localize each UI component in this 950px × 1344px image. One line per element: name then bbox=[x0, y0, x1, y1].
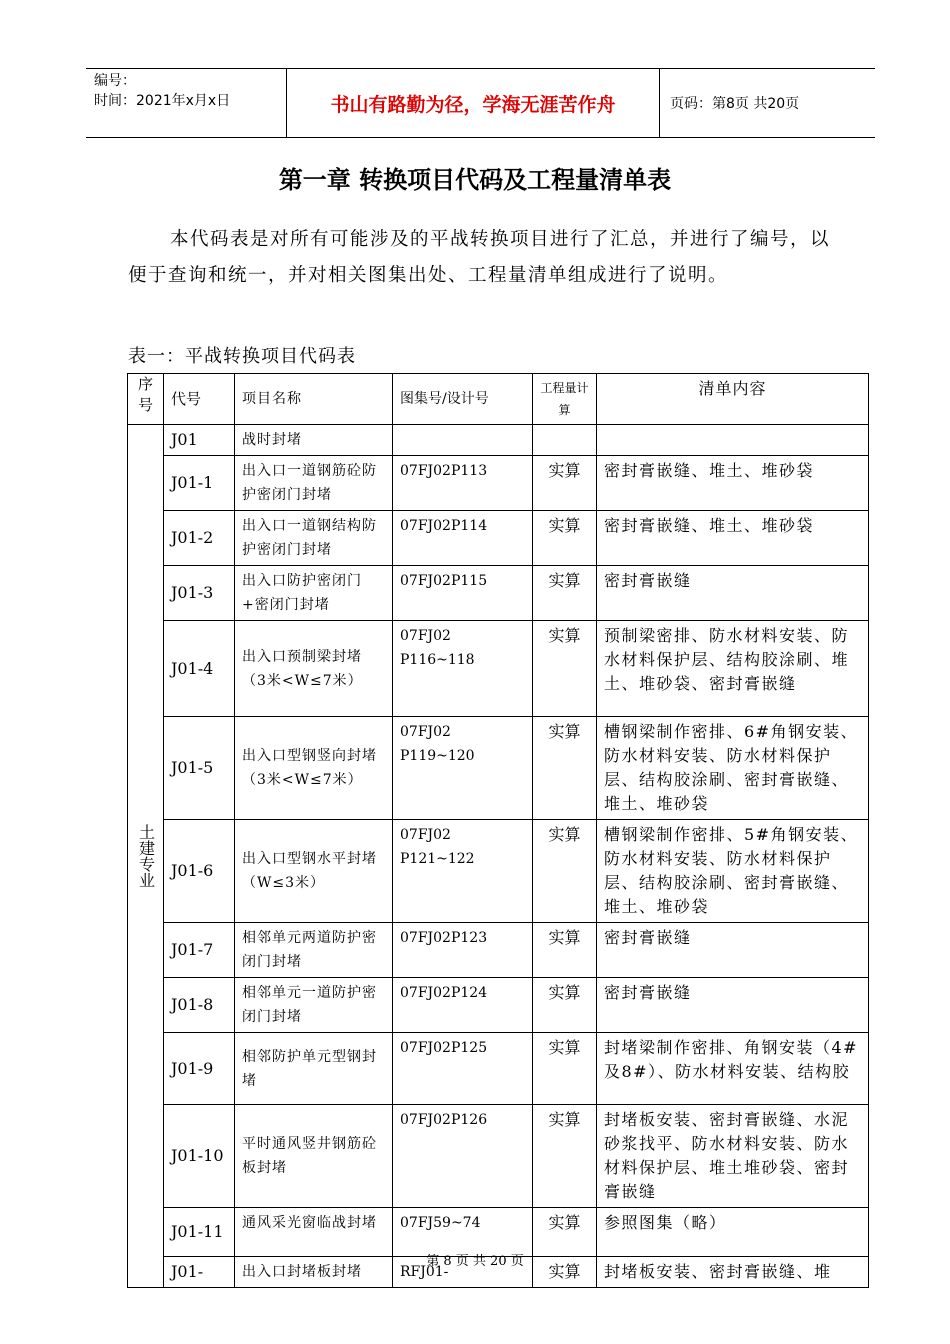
atlas-cell: 07FJ59~74 bbox=[393, 1208, 533, 1257]
table-row bbox=[128, 1105, 869, 1208]
calc-cell: 实算 bbox=[533, 978, 597, 1033]
code-cell: J01-1 bbox=[164, 456, 235, 511]
table-row bbox=[128, 511, 869, 566]
code-cell: J01- bbox=[164, 1257, 235, 1288]
table-caption: 表一：平战转换项目代码表 bbox=[128, 346, 356, 367]
table-row bbox=[128, 621, 869, 717]
calc-cell: 实算 bbox=[533, 511, 597, 566]
header-content: 清单内容 bbox=[597, 374, 869, 425]
atlas-cell: 07FJ02P115 bbox=[393, 566, 533, 621]
name-cell: 通风采光窗临战封堵 bbox=[235, 1208, 393, 1257]
atlas-cell: 07FJ02P125 bbox=[393, 1033, 533, 1105]
atlas-cell bbox=[393, 425, 533, 456]
name-cell: 出入口预制梁封堵（3米<W≤7米） bbox=[235, 621, 393, 717]
code-cell: J01-5 bbox=[164, 717, 235, 820]
code-cell: J01-11 bbox=[164, 1208, 235, 1257]
table-row bbox=[128, 978, 869, 1033]
atlas-cell: 07FJ02 P119~120 bbox=[393, 717, 533, 820]
header-calc: 工程量计算 bbox=[533, 374, 597, 425]
content-cell: 密封膏嵌缝 bbox=[597, 978, 869, 1033]
code-cell: J01-3 bbox=[164, 566, 235, 621]
header-name: 项目名称 bbox=[235, 374, 393, 425]
content-cell: 封堵梁制作密排、角钢安装（4#及8#）、防水材料安装、结构胶 bbox=[597, 1033, 869, 1105]
number-label: 编号： bbox=[94, 73, 136, 89]
atlas-cell: 07FJ02P123 bbox=[393, 923, 533, 978]
table-row bbox=[128, 566, 869, 621]
name-cell: 出入口防护密闭门+密闭门封堵 bbox=[235, 566, 393, 621]
table-header-row bbox=[128, 374, 869, 425]
page-header bbox=[86, 68, 875, 138]
calc-cell: 实算 bbox=[533, 1105, 597, 1208]
content-cell: 封堵板安装、密封膏嵌缝、堆 bbox=[597, 1257, 869, 1288]
time-label: 时间：2021年x月x日 bbox=[94, 93, 231, 109]
table-row bbox=[128, 923, 869, 978]
content-cell: 密封膏嵌缝、堆土、堆砂袋 bbox=[597, 511, 869, 566]
calc-cell: 实算 bbox=[533, 566, 597, 621]
atlas-cell: 07FJ02P113 bbox=[393, 456, 533, 511]
calc-cell: 实算 bbox=[533, 456, 597, 511]
header-seq: 序号 bbox=[128, 374, 164, 425]
content-cell: 预制梁密排、防水材料安装、防水材料保护层、结构胶涂刷、堆土、堆砂袋、密封膏嵌缝 bbox=[597, 621, 869, 717]
header-code: 代号 bbox=[164, 374, 235, 425]
code-cell: J01-8 bbox=[164, 978, 235, 1033]
header-meta bbox=[86, 69, 286, 137]
page-footer: 第 8 页 共 20 页 bbox=[426, 1254, 524, 1269]
code-cell: J01 bbox=[164, 425, 235, 456]
content-cell: 密封膏嵌缝 bbox=[597, 566, 869, 621]
code-cell: J01-9 bbox=[164, 1033, 235, 1105]
atlas-cell: 07FJ02P126 bbox=[393, 1105, 533, 1208]
atlas-cell: 07FJ02P124 bbox=[393, 978, 533, 1033]
table-row bbox=[128, 456, 869, 511]
table-row bbox=[128, 820, 869, 923]
content-cell: 槽钢梁制作密排、6#角钢安装、防水材料安装、防水材料保护层、结构胶涂刷、密封膏嵌缝、堆土、堆砂袋 bbox=[597, 717, 869, 820]
atlas-cell: 07FJ02 P116~118 bbox=[393, 621, 533, 717]
calc-cell bbox=[533, 425, 597, 456]
table-row bbox=[128, 1033, 869, 1105]
header-page-label: 页码：第8页 共20页 bbox=[670, 96, 800, 112]
name-cell: 出入口一道钢筋砼防护密闭门封堵 bbox=[235, 456, 393, 511]
content-cell: 槽钢梁制作密排、5#角钢安装、防水材料安装、防水材料保护层、结构胶涂刷、密封膏嵌缝、堆土、堆砂袋 bbox=[597, 820, 869, 923]
name-cell: 出入口封堵板封堵 bbox=[235, 1257, 393, 1288]
code-cell: J01-6 bbox=[164, 820, 235, 923]
content-cell: 封堵板安装、密封膏嵌缝、水泥砂浆找平、防水材料安装、防水材料保护层、堆土堆砂袋、密封膏嵌缝 bbox=[597, 1105, 869, 1208]
code-cell: J01-7 bbox=[164, 923, 235, 978]
code-table bbox=[127, 373, 869, 1288]
code-cell: J01-4 bbox=[164, 621, 235, 717]
code-cell: J01-10 bbox=[164, 1105, 235, 1208]
atlas-cell: 07FJ02 P121~122 bbox=[393, 820, 533, 923]
content-cell: 密封膏嵌缝 bbox=[597, 923, 869, 978]
table-row bbox=[128, 717, 869, 820]
name-cell: 出入口型钢水平封堵（W≤3米） bbox=[235, 820, 393, 923]
name-cell: 平时通风竖井钢筋砼板封堵 bbox=[235, 1105, 393, 1208]
content-cell bbox=[597, 425, 869, 456]
code-cell: J01-2 bbox=[164, 511, 235, 566]
name-cell: 出入口一道钢结构防护密闭门封堵 bbox=[235, 511, 393, 566]
content-cell: 密封膏嵌缝、堆土、堆砂袋 bbox=[597, 456, 869, 511]
calc-cell: 实算 bbox=[533, 1033, 597, 1105]
calc-cell: 实算 bbox=[533, 1208, 597, 1257]
name-cell: 出入口型钢竖向封堵（3米<W≤7米） bbox=[235, 717, 393, 820]
header-atlas: 图集号/设计号 bbox=[393, 374, 533, 425]
atlas-cell: 07FJ02P114 bbox=[393, 511, 533, 566]
atlas-cell: RFJ01- bbox=[393, 1257, 533, 1288]
name-cell: 相邻防护单元型钢封堵 bbox=[235, 1033, 393, 1105]
name-cell: 相邻单元两道防护密闭门封堵 bbox=[235, 923, 393, 978]
name-cell: 相邻单元一道防护密闭门封堵 bbox=[235, 978, 393, 1033]
category-cell: 土建专业 bbox=[128, 425, 164, 1288]
chapter-title: 第一章 转换项目代码及工程量清单表 bbox=[278, 166, 672, 194]
table-row bbox=[128, 425, 869, 456]
calc-cell: 实算 bbox=[533, 923, 597, 978]
name-cell: 战时封堵 bbox=[235, 425, 393, 456]
header-motto: 书山有路勤为径，学海无涯苦作舟 bbox=[286, 69, 660, 137]
calc-cell: 实算 bbox=[533, 1257, 597, 1288]
calc-cell: 实算 bbox=[533, 621, 597, 717]
intro-paragraph: 本代码表是对所有可能涉及的平战转换项目进行了汇总，并进行了编号，以便于查询和统一，并对相关图集出处、工程量清单组成进行了说明。 bbox=[128, 229, 831, 286]
calc-cell: 实算 bbox=[533, 820, 597, 923]
calc-cell: 实算 bbox=[533, 717, 597, 820]
content-cell: 参照图集（略） bbox=[597, 1208, 869, 1257]
